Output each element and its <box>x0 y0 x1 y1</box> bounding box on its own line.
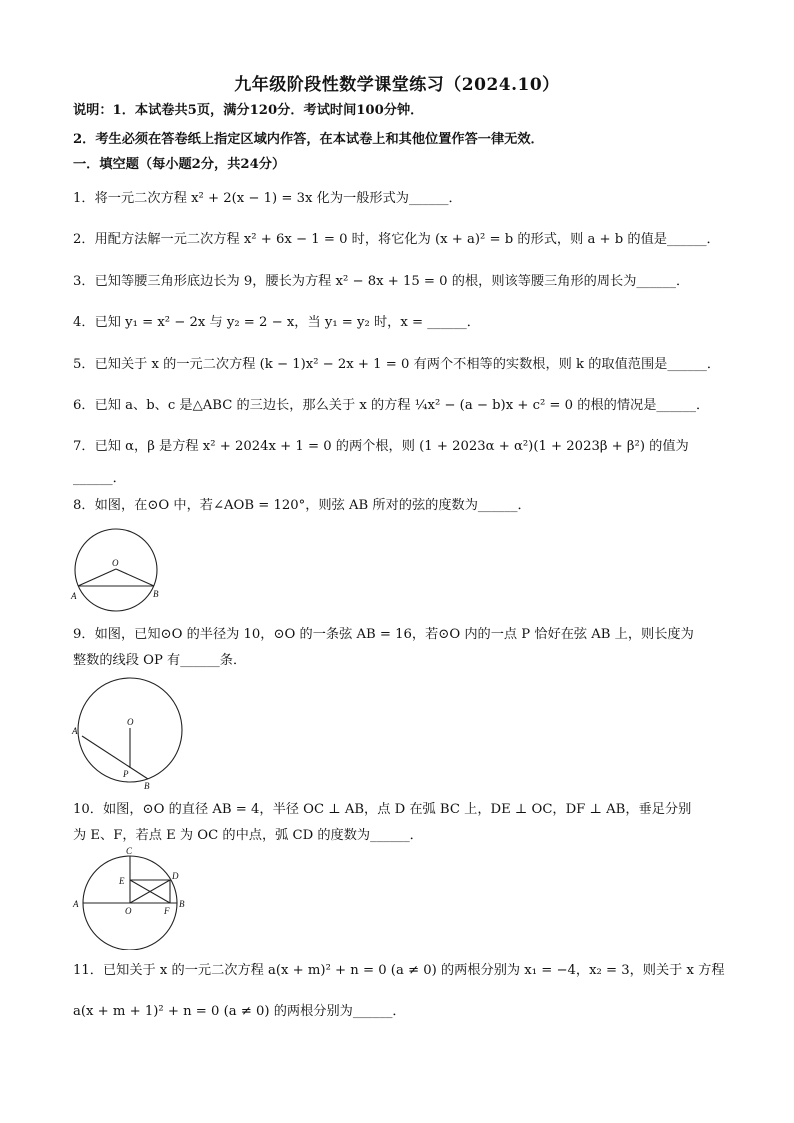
question-10: 10．如图，⊙O 的直径 AB = 4，半径 OC ⊥ AB，点 D 在弧 BC 上，DE ⊥ OC，DF ⊥ AB，垂足分别 <box>73 802 692 817</box>
label-d: D <box>172 871 179 881</box>
note-1: 说明：1．本试卷共5页，满分120分．考试时间100分钟． <box>73 103 424 118</box>
figure-q10 <box>68 845 198 950</box>
label-b: B <box>179 899 185 909</box>
label-e: E <box>119 876 125 886</box>
page-title: 九年级阶段性数学课堂练习（2024.10） <box>234 75 560 95</box>
section-heading: 一．填空题（每小题2分，共24分） <box>73 157 286 172</box>
question-7-blank: ______． <box>73 471 126 486</box>
question-8: 8．如图，在⊙O 中，若∠AOB = 120°，则弦 AB 所对的弦的度数为______． <box>73 498 531 513</box>
label-a: A <box>73 899 79 909</box>
question-11-cont: a(x + m + 1)² + n = 0 (a ≠ 0) 的两根分别为______． <box>73 1004 406 1019</box>
label-o: O <box>127 717 134 727</box>
question-2: 2．用配方法解一元二次方程 x² + 6x − 1 = 0 时，将它化为 (x + a)² = b 的形式，则 a + b 的值是______． <box>73 232 720 247</box>
label-a: A <box>71 591 77 601</box>
question-11: 11．已知关于 x 的一元二次方程 a(x + m)² + n = 0 (a ≠ 0) 的两根分别为 x₁ = −4，x₂ = 3，则关于 x 方程 <box>73 963 725 978</box>
label-f: F <box>164 906 170 916</box>
figure-q9 <box>68 676 188 794</box>
question-5: 5．已知关于 x 的一元二次方程 (k − 1)x² − 2x + 1 = 0 有两个不相等的实数根，则 k 的取值范围是______． <box>73 357 721 372</box>
label-b: B <box>144 781 150 791</box>
question-4: 4．已知 y₁ = x² − 2x 与 y₂ = 2 − x，当 y₁ = y₂ 时，x = ______． <box>73 315 480 330</box>
radius-oa <box>78 569 116 586</box>
question-1: 1．将一元二次方程 x² + 2(x − 1) = 3x 化为一般形式为______． <box>73 191 462 206</box>
radius-ob <box>116 569 154 586</box>
figure-q8 <box>70 525 185 615</box>
label-o: O <box>125 906 132 916</box>
note-2: 2．考生必须在答卷纸上指定区域内作答，在本试卷上和其他位置作答一律无效． <box>73 132 544 147</box>
circle <box>75 529 157 611</box>
question-10-cont: 为 E、F，若点 E 为 OC 的中点，弧 CD 的度数为______． <box>73 828 423 843</box>
question-9: 9．如图，已知⊙O 的半径为 10，⊙O 的一条弦 AB = 16，若⊙O 内的一点 P 恰好在弦 AB 上，则长度为 <box>73 627 694 642</box>
label-p: P <box>123 769 129 779</box>
label-o: O <box>112 558 119 568</box>
question-9-cont: 整数的线段 OP 有______条． <box>73 653 247 668</box>
question-3: 3．已知等腰三角形底边长为 9，腰长为方程 x² − 8x + 15 = 0 的根，则该等腰三角形的周长为______． <box>73 274 690 289</box>
label-a: A <box>72 726 78 736</box>
chord-ab <box>82 736 148 779</box>
question-6: 6．已知 a、b、c 是△ABC 的三边长，那么关于 x 的方程 ¼x² − (a − b)x + c² = 0 的根的情况是______． <box>73 398 710 413</box>
label-c: C <box>126 846 133 856</box>
label-b: B <box>153 589 159 599</box>
question-7: 7．已知 α，β 是方程 x² + 2024x + 1 = 0 的两个根，则 (1 + 2023α + α²)(1 + 2023β + β²) 的值为 <box>73 439 689 454</box>
